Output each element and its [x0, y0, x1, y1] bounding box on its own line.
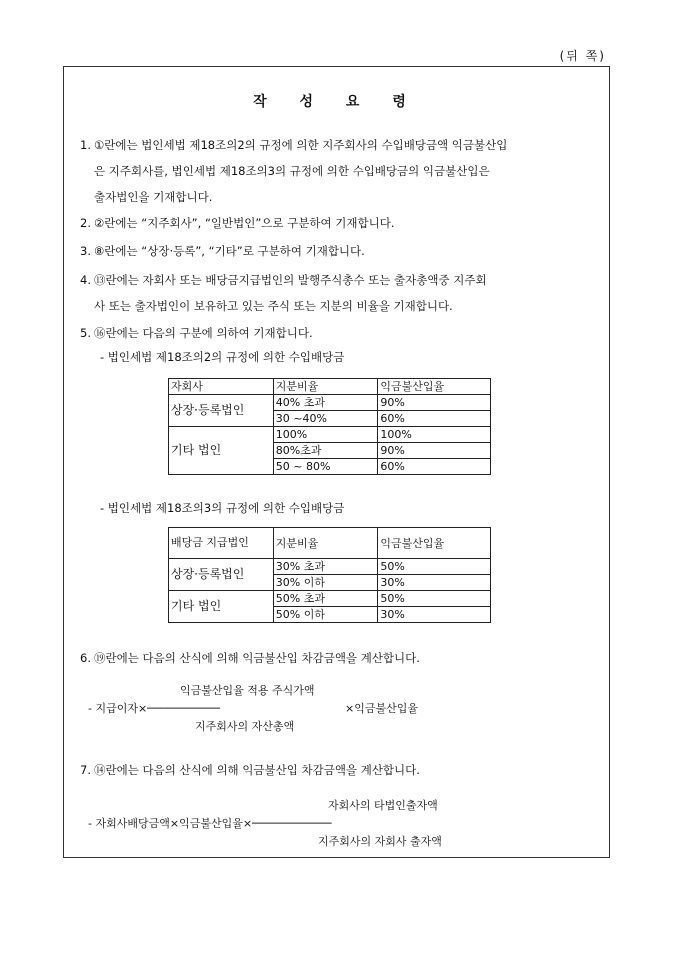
- table1-header: 익금불산입율: [378, 379, 491, 395]
- item-3: [80, 238, 600, 264]
- item-number: 3.: [80, 244, 91, 258]
- item-text: ⑭란에는 다음의 산식에 의해 익금불산입 차감금액을 계산합니다.: [94, 763, 420, 777]
- item-number: 1.: [80, 138, 91, 152]
- table-cell: 90%: [378, 395, 491, 411]
- formula6-rhs: ×익금불산입율: [345, 702, 418, 715]
- formula7-numerator: 자회사의 타법인출자액: [328, 799, 438, 812]
- table2-group-label: 상장·등록법인: [169, 559, 274, 591]
- table-cell: 50%: [378, 559, 491, 575]
- formula7-denominator: 지주회사의 자회사 출자액: [318, 835, 442, 848]
- table-cell: 60%: [378, 459, 491, 475]
- item-text: ⑯란에는 다음의 구분에 의하여 기재합니다.: [94, 326, 313, 340]
- table-cell: 60%: [378, 411, 491, 427]
- table2-caption: - 법인세법 제18조의3의 규정에 의한 수입배당금: [100, 501, 345, 515]
- table1-group-label: 기타 법인: [169, 427, 274, 475]
- table1-caption: - 법인세법 제18조의2의 규정에 의한 수입배당금: [100, 350, 345, 364]
- item-number: 7.: [80, 763, 91, 777]
- item-number: 5.: [80, 326, 91, 340]
- table-cell: 50 ~ 80%: [273, 459, 378, 475]
- formula6-lhs: - 지급이자×───────────: [88, 702, 221, 715]
- item-number: 4.: [80, 273, 91, 287]
- formula6-denominator: 지주회사의 자산총액: [195, 720, 295, 733]
- item-text: 은 지주회사를, 법인세법 제18조의3의 규정에 의한 수입배당금의 익금불산입은: [94, 164, 490, 178]
- table-cell: 30%: [378, 607, 491, 623]
- table1-group-label: 상장·등록법인: [169, 395, 274, 427]
- item-6: [80, 645, 600, 671]
- table2: [168, 527, 491, 623]
- item-text: ⑲란에는 다음의 산식에 의해 익금불산입 차감금액을 계산합니다.: [94, 651, 420, 665]
- item-text: ②란에는 “지주회사”, “일반법인”으로 구분하여 기재합니다.: [94, 216, 395, 230]
- item-text: 출자법인을 기재합니다.: [94, 190, 213, 204]
- item-text: 사 또는 출자법인이 보유하고 있는 주식 또는 지분의 비율을 기재합니다.: [94, 299, 453, 313]
- table-cell: 100%: [378, 427, 491, 443]
- table-cell: 30% 초과: [273, 559, 378, 575]
- item-7: [80, 757, 600, 783]
- table2-group-label: 기타 법인: [169, 591, 274, 623]
- page-side-label: (뒤 쪽): [559, 49, 606, 63]
- table-cell: 50%: [378, 591, 491, 607]
- item-text: ⑬란에는 자회사 또는 배당금지급법인의 발행주식총수 또는 출자총액중 지주회: [94, 273, 487, 287]
- formula7-lhs: - 자회사배당금액×익금불산입율×────────────: [88, 817, 332, 830]
- item-text: ⑧란에는 “상장·등록”, “기타”로 구분하여 기재합니다.: [94, 244, 365, 258]
- table1-header: 자회사: [169, 379, 274, 395]
- item-4: [80, 267, 600, 319]
- table1-header: 지분비율: [273, 379, 378, 395]
- table-cell: 90%: [378, 443, 491, 459]
- item-number: 2.: [80, 216, 91, 230]
- table-cell: 40% 초과: [273, 395, 378, 411]
- table2-header: 익금불산입율: [378, 528, 491, 559]
- table1: [168, 378, 491, 475]
- table-cell: 100%: [273, 427, 378, 443]
- table-cell: 30% 이하: [273, 575, 378, 591]
- item-5: [80, 320, 600, 346]
- table2-header: 지분비율: [273, 528, 378, 559]
- table-cell: 30 ~40%: [273, 411, 378, 427]
- item-1: [80, 132, 600, 210]
- table2-header: 배당금 지급법인: [169, 528, 274, 559]
- table-cell: 50% 이하: [273, 607, 378, 623]
- item-number: 6.: [80, 651, 91, 665]
- table-cell: 30%: [378, 575, 491, 591]
- table-cell: 50% 초과: [273, 591, 378, 607]
- table-cell: 80%초과: [273, 443, 378, 459]
- page-title: 작 성 요 령: [253, 94, 420, 110]
- formula6-numerator: 익금불산입율 적용 주식가액: [180, 684, 315, 697]
- item-text: ①란에는 법인세법 제18조의2의 규정에 의한 지주회사의 수입배당금액 익금불산입: [94, 138, 508, 152]
- item-2: [80, 210, 600, 236]
